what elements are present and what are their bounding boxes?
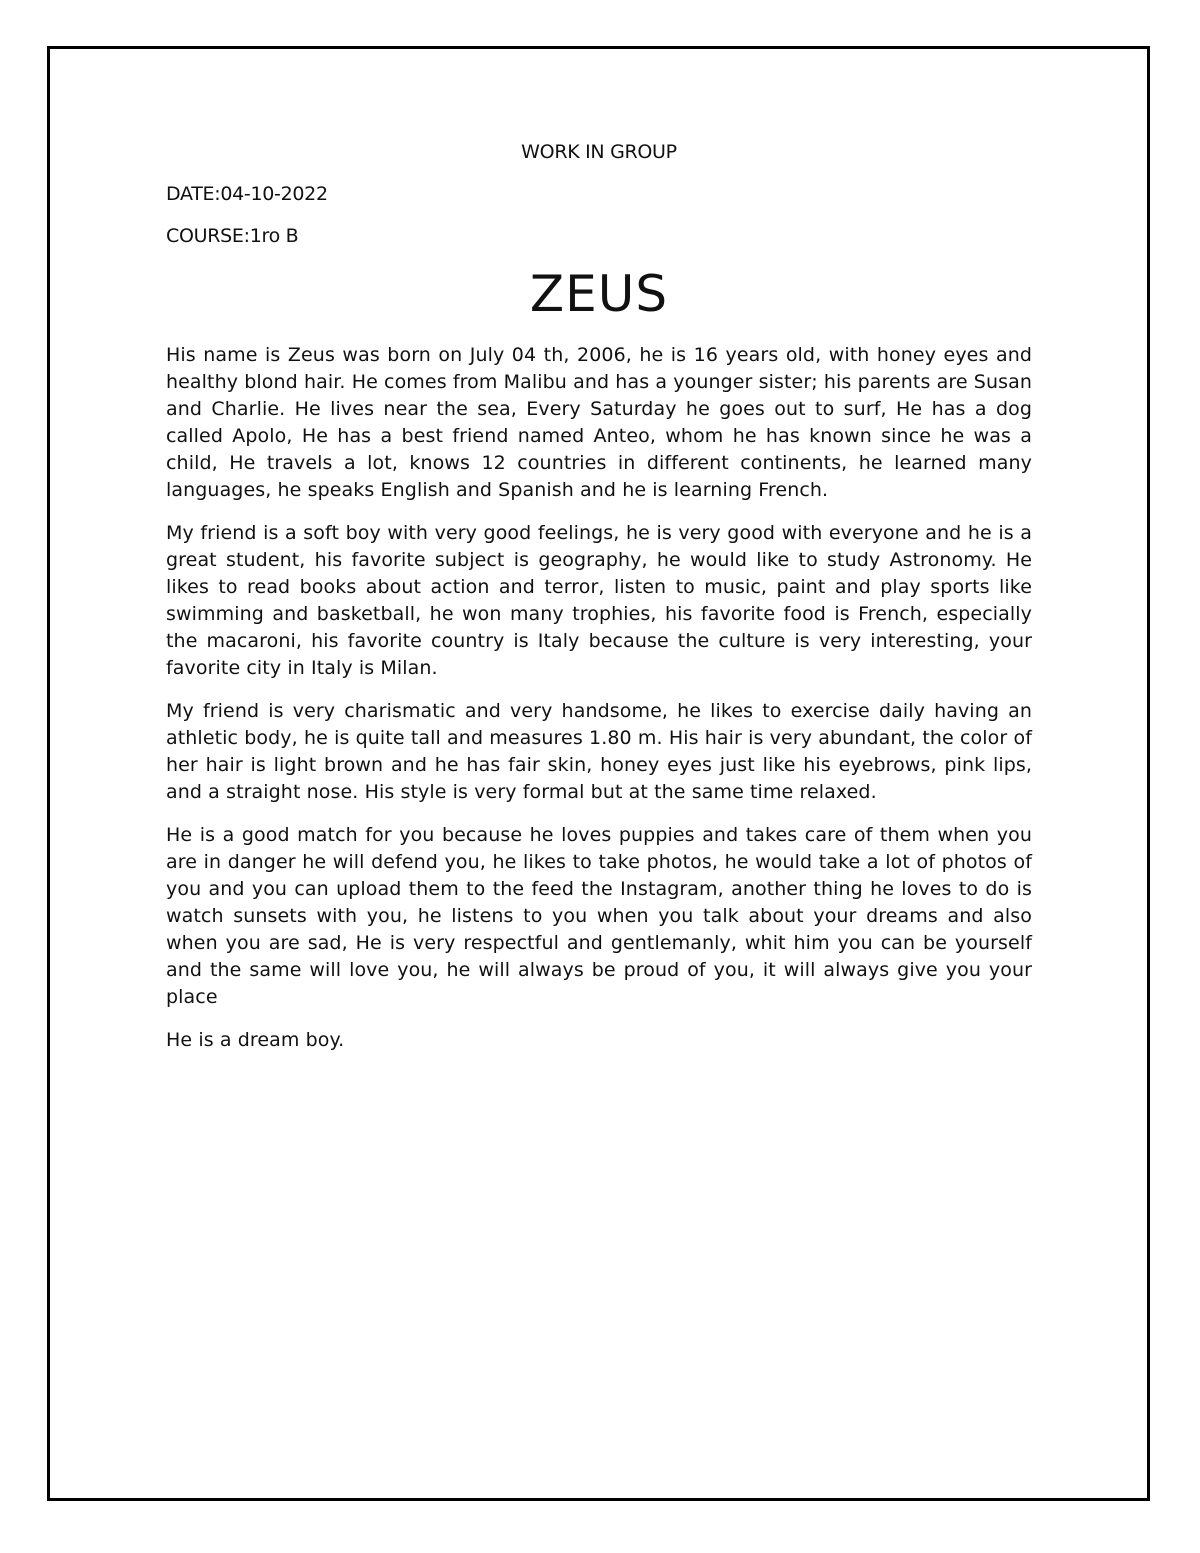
date-line: DATE:04-10-2022 xyxy=(166,183,328,205)
document-body xyxy=(166,138,1032,1070)
paragraph-closing: He is a dream boy. xyxy=(166,1029,345,1051)
paragraph-intro: His name is Zeus was born on July 04 th, 2006, he is 16 years old, with honey eyes and healthy blond hair. He comes from Malibu and has a younger sister; his parents are Susan and Charlie. He lives near the sea, Every Saturday he goes out to surf, He has a dog called Apolo, He has a best friend named Anteo, whom he has known since he was a child, He travels a lot, knows 12 countries in different continents, he learned many languages, he speaks English and Spanish and he is learning French. xyxy=(166,344,1032,501)
course-line: COURSE:1ro B xyxy=(166,225,299,247)
paragraph-personality: My friend is a soft boy with very good feelings, he is very good with everyone and he is a great student, his favorite subject is geography, he would like to study Astronomy. He likes to read books about action and terror, listen to music, paint and play sports like swimming and basketball, he won many trophies, his favorite food is French, especially the macaroni, his favorite country is Italy because the culture is very interesting, your favorite city in Italy is Milan. xyxy=(166,522,1032,679)
paragraph-match: He is a good match for you because he loves puppies and takes care of them when you are in danger he will defend you, he likes to take photos, he would take a lot of photos of you and you can upload them to the feed the Instagram, another thing he loves to do is watch sunsets with you, he listens to you when you talk about your dreams and also when you are sad, He is very respectful and gentlemanly, whit him you can be yourself and the same will love you, he will always be proud of you, it will always give you your place xyxy=(166,824,1032,1008)
paragraph-appearance: My friend is very charismatic and very handsome, he likes to exercise daily having an athletic body, he is quite tall and measures 1.80 m. His hair is very abundant, the color of her hair is light brown and he has fair skin, honey eyes just like his eyebrows, pink lips, and a straight nose. His style is very formal but at the same time relaxed. xyxy=(166,700,1032,803)
document-title: ZEUS xyxy=(529,265,669,323)
group-title: WORK IN GROUP xyxy=(521,141,677,163)
